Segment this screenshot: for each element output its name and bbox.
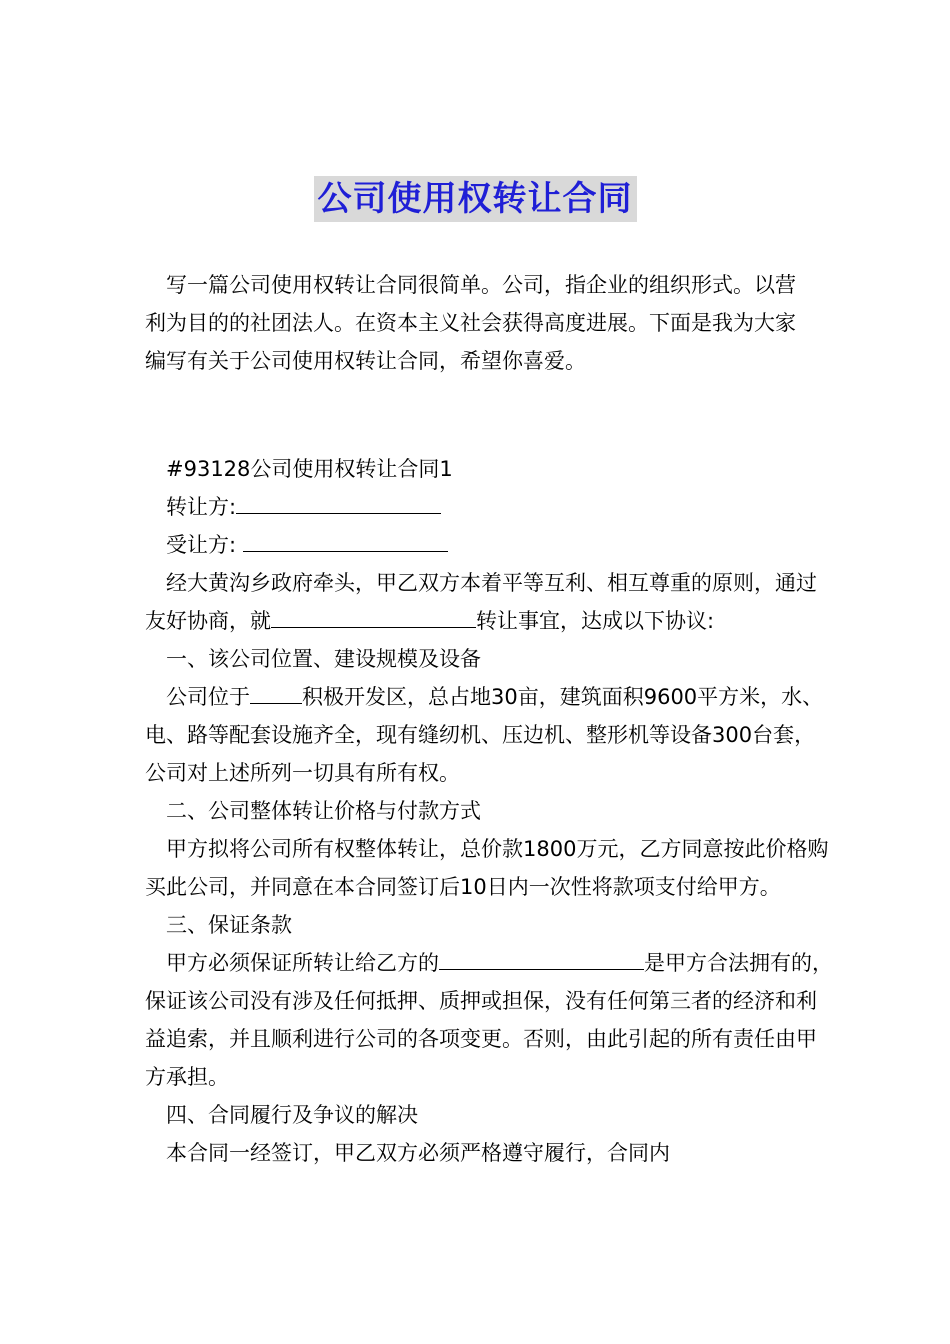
guarantee-blank [439,947,644,970]
agreement-text-before: 经大黄沟乡政府牵头，甲乙双方本着平等互利、相互尊重的原则，通过友好协商，就 [145,571,817,633]
section-2-paragraph: 甲方拟将公司所有权整体转让，总价款1800万元，乙方同意按此价格购买此公司，并同意在本合同签订后10日内一次性将款项支付给甲方。 [145,837,829,899]
transferor-line [145,488,835,526]
document-title: 公司使用权转让合同 [314,176,637,222]
section-1-text-after: 积极开发区，总占地30亩，建筑面积9600平方米，水、电、路等配套设施齐全，现有缝纫机、压边机、整形机等设备300台套，公司对上述所列一切具有所有权。 [145,685,824,785]
title-container [0,176,950,222]
transferee-label: 受让方: [166,533,237,557]
contract-heading: #93128公司使用权转让合同1 [166,457,453,481]
location-blank [250,681,302,704]
section-4-paragraph: 本合同一经签订，甲乙双方必须严格遵守履行，合同内 [166,1141,670,1165]
section-4-title: 四、合同履行及争议的解决 [166,1103,418,1127]
section-1-text-before: 公司位于 [166,685,250,709]
agreement-paragraph [145,564,835,640]
transferee-blank [243,529,448,552]
section-3-title: 三、保证条款 [166,913,292,937]
intro-paragraph: 写一篇公司使用权转让合同很简单。公司，指企业的组织形式。以营利为目的的社团法人。在资本主义社会获得高度进展。下面是我为大家编写有关于公司使用权转让合同，希望你喜爱。 [145,273,796,373]
section-2-title: 二、公司整体转让价格与付款方式 [166,799,481,823]
section-3-paragraph [145,944,835,1096]
contract-body [145,450,835,1172]
section-3-text-before: 甲方必须保证所转让给乙方的 [166,951,439,975]
section-1-paragraph [145,678,835,792]
agreement-text-after: 转让事宜，达成以下协议: [476,609,715,633]
transferee-line [145,526,835,564]
section-1-title: 一、该公司位置、建设规模及设备 [166,647,481,671]
transferor-label: 转让方: [166,495,237,519]
section-3-text-after: 是甲方合法拥有的，保证该公司没有涉及任何抵押、质押或担保，没有任何第三者的经济和利益追索，并且顺利进行公司的各项变更。否则，由此引起的所有责任由甲方承担。 [145,951,833,1089]
subject-blank [271,605,476,628]
transferor-blank [236,491,441,514]
